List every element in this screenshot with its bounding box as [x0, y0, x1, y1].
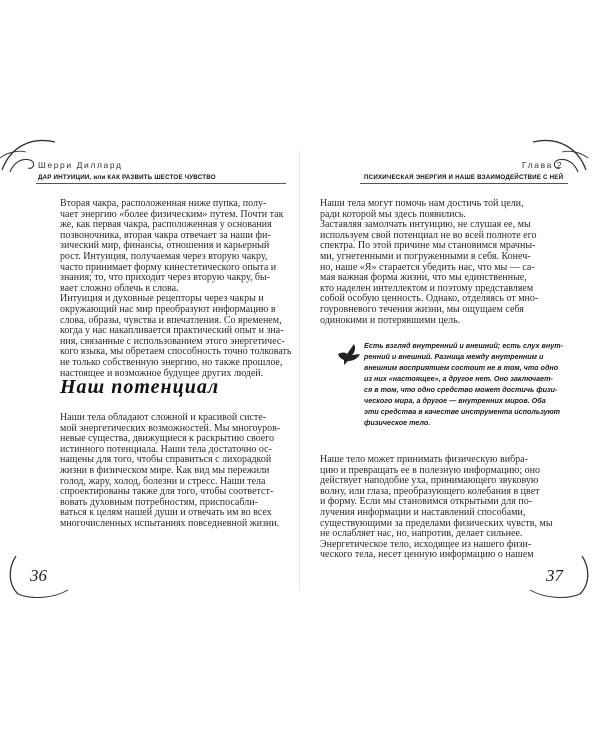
- body-line: истинного потенциала. Наши тела достаточно ос-: [60, 443, 272, 455]
- body-line: зический мир, финансы, отношения и карьерный: [60, 240, 270, 252]
- body-line: нащены для того, чтобы справиться с лихорадкой: [60, 454, 272, 466]
- header-rule: [36, 183, 286, 184]
- running-header-book-title: ДАР ИНТУИЦИИ, или КАК РАЗВИТЬ ШЕСТОЕ ЧУВСТВО: [38, 174, 216, 181]
- body-line: слова, образы, чувства и впечатления. Со временем,: [60, 314, 282, 326]
- body-line: цию и превращать ее в полезную информацию; оно: [320, 464, 540, 476]
- running-header-chapter-title: ПСИХИЧЕСКАЯ ЭНЕРГИЯ И НАШЕ ВЗАИМОДЕЙСТВИЕ С НЕЙ: [364, 174, 564, 181]
- body-line: настоящее и возможное будущее других людей.: [60, 367, 264, 379]
- body-line: мой энергетических возможностей. Мы многоуров-: [60, 422, 281, 434]
- callout-line: физическое тело.: [364, 418, 431, 427]
- body-line: ми, угнетенными и погруженными в себя. Конеч-: [320, 251, 531, 262]
- dove-icon: [336, 342, 362, 366]
- body-line: Интуиция и духовные рецепторы через чакры и: [60, 293, 264, 305]
- body-line: чает энергию «более физическим» путем. Почти так: [60, 208, 284, 220]
- body-line: действует наподобие уха, принимающего звуковую: [320, 475, 539, 487]
- body-line: знания; то, что приходит через вторую чакру, бы-: [60, 272, 271, 284]
- body-line: не ослабляет нас, но, напротив, делает сильнее.: [320, 528, 523, 540]
- body-line: Наши тела обладают сложной и красивой систе-: [60, 412, 267, 423]
- callout-line: из них «настоящее», а другое нет. Оно заключает-: [364, 374, 553, 383]
- body-line: голод, жару, холод, болезни и стресс. Наши тела: [60, 475, 266, 487]
- body-line: волну, или глаза, преобразующего колебания в цвет: [320, 485, 540, 497]
- body-line: мая важная форма жизни, что мы единственные,: [320, 272, 527, 284]
- header-flourish-icon: [528, 128, 588, 178]
- body-line: лучения информации и наставлений способами,: [320, 507, 526, 518]
- body-line: невые существа, движущиеся к раскрытию своего: [60, 433, 275, 445]
- body-line: рост. Интуиция, получаемая через вторую чакру,: [60, 251, 268, 262]
- body-line: гоуровневого течения жизни, мы ощущаем себя: [320, 304, 524, 315]
- body-line: часто принимает форму кинестетического опыта и: [60, 261, 277, 273]
- body-line: используем свой потенциал не во всей полноте его: [320, 229, 537, 241]
- body-line: Наше тело может принимать физическую вибра-: [320, 454, 528, 465]
- body-line: Вторая чакра, расположенная ниже пупка, полу-: [60, 198, 267, 209]
- running-header-author: Шерри Диллард: [38, 160, 123, 170]
- callout-line: ческого мира, а другое — внутренних миров. Оба: [364, 396, 546, 405]
- body-line: кого языка, мы обретаем способность точно толковать: [60, 346, 292, 358]
- callout-line: Есть взгляд внутренний и внешний; есть слух внут-: [364, 341, 563, 350]
- left-page: [18, 150, 300, 585]
- callout-line: эти средства в качестве инструмента используют: [364, 407, 561, 416]
- body-line: многочисленных испытаниях повседневной жизни.: [60, 518, 280, 529]
- body-line: окружающий нас мир преобразуют информацию в: [60, 304, 276, 315]
- header-flourish-icon: [0, 128, 60, 178]
- body-line: когда у нас накапливается практический опыт и зна-: [60, 325, 284, 337]
- body-line: вовать духовным потребностям, приспосабли-: [60, 496, 258, 508]
- body-line: Заставляя замолчать интуицию, не слушая ее, мы: [320, 219, 531, 231]
- callout-line: внешним восприятием состоит не в том, что одно: [364, 363, 559, 372]
- body-line: Наши тела могут помочь нам достичь той цели,: [320, 198, 524, 209]
- body-line: спектра. По этой причине мы становимся мрачны-: [320, 240, 536, 252]
- page-number: 36: [30, 566, 47, 585]
- body-line: существующими за пределами физических чувств, мы: [320, 517, 553, 529]
- page-number: 37: [546, 566, 563, 585]
- body-line: ради которой мы здесь появились.: [320, 208, 466, 220]
- body-line: одинокими и потерявшими цель.: [320, 314, 461, 326]
- body-line: и форму. Если мы становимся открытыми для по-: [320, 496, 533, 508]
- body-line: вает сложно облечь в слова.: [60, 282, 179, 294]
- header-rule: [360, 183, 568, 184]
- body-line: не только собственную энергию, но также прошлое,: [60, 357, 283, 368]
- body-line: ваться к целям нашей души и отвечать им во всех: [60, 507, 272, 519]
- callout-line: ся в том, что одно средство может достичь физи-: [364, 385, 558, 394]
- body-line: собой особую ценность. Однако, отделяясь от мно-: [320, 293, 539, 305]
- section-heading: Наш потенциал: [60, 376, 220, 398]
- right-page: [300, 150, 582, 585]
- body-line: Энергетическое тело, исходящее из нашего физи-: [320, 538, 532, 550]
- body-line: жизни в физическом мире. Как вид мы пережили: [60, 465, 270, 476]
- callout-line: ренний и внешний. Разница между внутренним и: [364, 352, 544, 361]
- body-line: позвоночника, вторая чакра отвечает за наши фи-: [60, 229, 271, 241]
- body-line: ния, связанные с использованием этого энергетичес-: [60, 335, 285, 347]
- body-line: же, как первая чакра, расположенная у основания: [60, 219, 272, 231]
- running-header-chapter: Глава 2: [522, 160, 564, 170]
- body-line: кто наделен интеллектом и поэтому представляем: [320, 282, 534, 294]
- body-line: спроектированы также для того, чтобы соответст-: [60, 486, 274, 498]
- body-line: но, наше «Я» старается убедить нас, что мы — са-: [320, 261, 535, 273]
- body-line: ческого тела, несет ценную информацию о нашем: [320, 549, 534, 561]
